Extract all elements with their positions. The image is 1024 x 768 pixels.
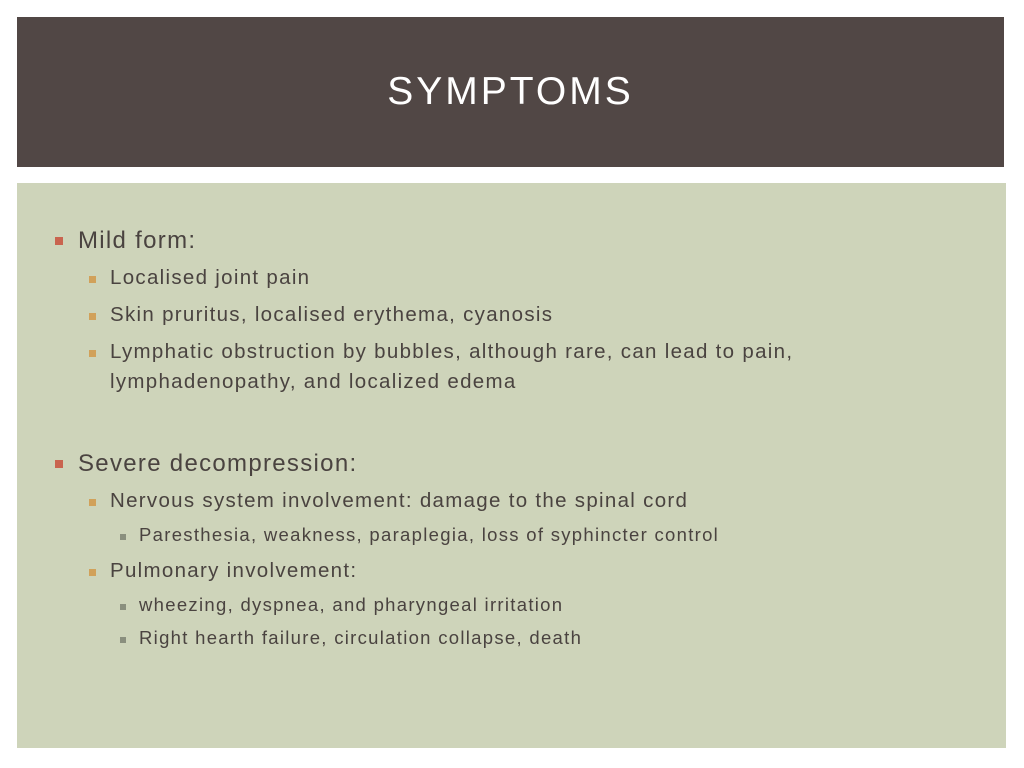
bullet-square-icon: [55, 237, 63, 245]
bullet-square-icon: [89, 276, 96, 283]
list-subitem: wheezing, dyspnea, and pharyngeal irritation: [120, 596, 563, 617]
section-heading-severe-decompression: Severe decompression:: [55, 450, 357, 478]
bullet-square-icon: [89, 313, 96, 320]
bullet-square-icon: [120, 604, 126, 610]
bullet-square-icon: [120, 637, 126, 643]
title-bar: [17, 17, 1004, 167]
section-heading-mild-form: Mild form:: [55, 227, 196, 255]
slide-title: SYMPTOMS: [387, 70, 634, 113]
list-subitem: Paresthesia, weakness, paraplegia, loss of syphincter control: [120, 526, 719, 547]
bullet-square-icon: [55, 460, 63, 468]
content-area: [17, 183, 1006, 748]
bullet-square-icon: [89, 350, 96, 357]
bullet-square-icon: [89, 499, 96, 506]
list-item: Pulmonary involvement:: [89, 560, 357, 586]
list-item: Lymphatic obstruction by bubbles, although rare, can lead to pain, lymphadenopathy, and localized edema: [89, 341, 949, 397]
bullet-square-icon: [89, 569, 96, 576]
list-item: Nervous system involvement: damage to the spinal cord: [89, 490, 688, 516]
list-item: Localised joint pain: [89, 267, 310, 293]
list-item: Skin pruritus, localised erythema, cyanosis: [89, 304, 553, 330]
list-subitem: Right hearth failure, circulation collapse, death: [120, 629, 582, 650]
bullet-square-icon: [120, 534, 126, 540]
